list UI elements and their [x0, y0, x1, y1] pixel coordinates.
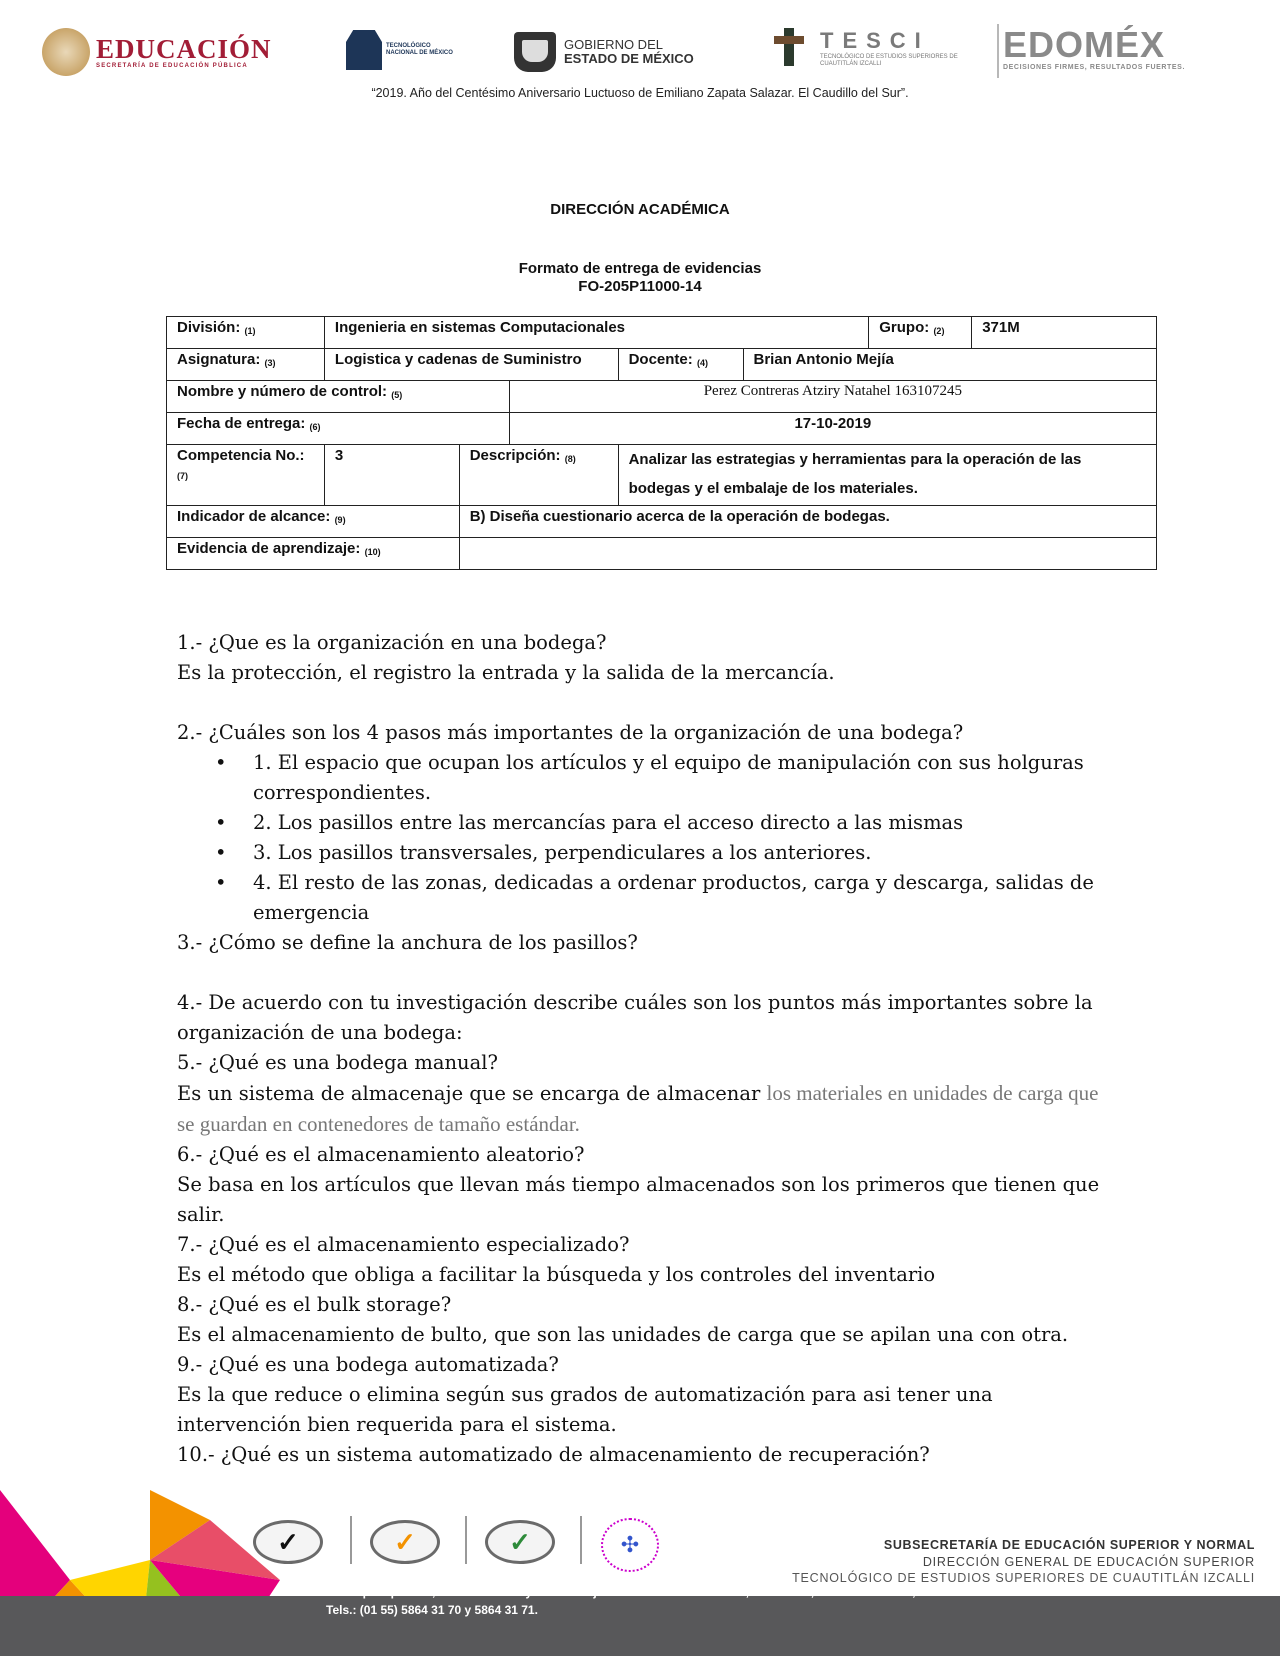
question-7: 7.- ¿Qué es el almacenamiento especializado?: [177, 1233, 630, 1256]
answer-8: Es el almacenamiento de bulto, que son las unidades de carga que se apilan una con otra.: [177, 1323, 1069, 1346]
nombre-value: Perez Contreras Atziry Natahel 163107245: [509, 381, 1156, 413]
competencia-label-cell: Competencia No.: $_{(7)}$: [167, 445, 325, 506]
division-value: Ingenieria en sistemas Computacionales: [324, 317, 868, 349]
answer-5: Es un sistema de almacenaje que se encarga de almacenar los materiales en unidades de carga que se guardan en contenedores de tamaño estándar.: [177, 1081, 1099, 1136]
answer-1: Es la protección, el registro la entrada y la salida de la mercancía.: [177, 661, 835, 684]
division-label-cell: División: $_{(1)}$: [167, 317, 325, 349]
format-name: Formato de entrega de evidencias: [518, 260, 762, 277]
table-row: [167, 413, 1157, 445]
grupo-label-cell: Grupo: $_{(2)}$: [869, 317, 972, 349]
page-header: [0, 0, 1280, 110]
question-9: 9.- ¿Qué es una bodega automatizada?: [177, 1353, 559, 1376]
certification-icon: ✓: [370, 1520, 440, 1564]
answer-7: Es el método que obliga a facilitar la búsqueda y los controles del inventario: [177, 1263, 936, 1286]
footer-subsecretaria: SUBSECRETARÍA DE EDUCACIÓN SUPERIOR Y NORMAL: [883, 1538, 1255, 1552]
network-logo-icon: ✣: [601, 1518, 659, 1572]
direction-title: DIRECCIÓN ACADÉMICA: [550, 201, 730, 218]
mexico-seal-icon: [42, 28, 90, 76]
certification-icon: ✓: [485, 1520, 555, 1564]
table-row: [167, 317, 1157, 349]
answer-6: Se basa en los artículos que llevan más tiempo almacenados son los primeros que tienen que salir.: [177, 1173, 1100, 1226]
questionnaire: [177, 628, 1117, 1470]
gob-line-1: GOBIERNO DEL: [564, 37, 663, 52]
certification-icon: ✓: [253, 1520, 323, 1564]
footer-direccion: DIRECCIÓN GENERAL DE EDUCACIÓN SUPERIOR: [922, 1555, 1255, 1569]
asignatura-value: Logistica y cadenas de Suministro: [324, 349, 618, 381]
table-row: [167, 349, 1157, 381]
question-4: 4.- De acuerdo con tu investigación describe cuáles son los puntos más importantes sobre la organización de una bodega:: [177, 991, 1093, 1044]
format-title: [0, 260, 1280, 296]
edomex-part-a: EDO: [1003, 24, 1085, 65]
descripcion-value: Analizar las estrategias y herramientas para la operación de las bodegas y el embalaje de los materiales.: [618, 445, 1156, 506]
question-3: 3.- ¿Cómo se define la anchura de los pasillos?: [177, 931, 638, 954]
edomex-tagline: DECISIONES FIRMES, RESULTADOS FUERTES.: [1003, 64, 1185, 71]
evidence-form-table: [166, 316, 1157, 570]
evidencia-value: [459, 538, 1156, 570]
address-line: Av. Nopaltepec s/n, Fracción La Coyotera del Ejido San Antonio Cuamatla, C.P. 54748, Cuautitlán Izcalli, Estado de México.: [326, 1585, 1024, 1599]
edomex-logo: [1003, 26, 1185, 71]
sep-education-logo: [42, 28, 272, 76]
question-8: 8.- ¿Qué es el bulk storage?: [177, 1293, 452, 1316]
tesci-title: TESCI: [820, 28, 930, 53]
edu-logo-title: EDUCACIÓN: [96, 34, 272, 64]
table-row: [167, 445, 1157, 506]
list-item: • 1. El espacio que ocupan los artículos y el equipo de manipulación con sus holguras correspondientes.: [253, 748, 1117, 808]
list-item: • 3. Los pasillos transversales, perpendiculares a los anteriores.: [253, 838, 1117, 868]
steps-list: [177, 748, 1117, 928]
footer-divider: [465, 1516, 467, 1564]
tecnm-logo: [346, 30, 456, 70]
answer-9: Es la que reduce o elimina según sus grados de automatización para asi tener una intervención bien requerida para el sistema.: [177, 1383, 993, 1436]
evidencia-label-cell: Evidencia de aprendizaje: $_{(10)}$: [167, 538, 460, 570]
logo-divider: [997, 24, 999, 78]
table-row: [167, 538, 1157, 570]
footer-divider: [350, 1516, 352, 1564]
question-2: 2.- ¿Cuáles son los 4 pasos más importantes de la organización de una bodega?: [177, 721, 964, 744]
footer-address: [326, 1583, 1024, 1619]
docente-value: Brian Antonio Mejía: [743, 349, 1156, 381]
year-motto: “2019. Año del Centésimo Aniversario Luctuoso de Emiliano Zapata Salazar. El Caudillo del Sur”.: [371, 86, 909, 100]
table-row: [167, 506, 1157, 538]
fecha-label-cell: Fecha de entrega: $_{(6)}$: [167, 413, 510, 445]
shield-icon: [514, 32, 556, 72]
phone-line: Tels.: (01 55) 5864 31 70 y 5864 31 71.: [326, 1603, 538, 1617]
footer-divider: [580, 1516, 582, 1564]
answer-5-quote: los materiales en unidades de carga que se guardan en contenedores de tamaño estándar.: [177, 1081, 1099, 1136]
tesci-subtitle: TECNOLÓGICO DE ESTUDIOS SUPERIORES DE CUAUTITLÁN IZCALLI: [820, 54, 958, 67]
table-row: [167, 381, 1157, 413]
question-10: 10.- ¿Qué es un sistema automatizado de almacenamiento de recuperación?: [177, 1443, 930, 1466]
footer-tecnologico: TECNOLÓGICO DE ESTUDIOS SUPERIORES DE CUAUTITLÁN IZCALLI: [792, 1571, 1255, 1585]
indicador-value: B) Diseña cuestionario acerca de la operación de bodegas.: [459, 506, 1156, 538]
question-6: 6.- ¿Qué es el almacenamiento aleatorio?: [177, 1143, 585, 1166]
tesci-emblem-icon: [772, 26, 806, 70]
question-1: 1.- ¿Que es la organización en una bodega?: [177, 631, 607, 654]
gob-line-2: ESTADO DE MÉXICO: [564, 51, 694, 66]
list-item: • 4. El resto de las zonas, dedicadas a ordenar productos, carga y descarga, salidas de emergencia: [253, 868, 1117, 928]
competencia-value: 3: [324, 445, 459, 506]
grupo-value: 371M: [972, 317, 1157, 349]
tecnm-logo-text: TECNOLÓGICO NACIONAL DE MÉXICO: [386, 43, 453, 56]
asignatura-label-cell: Asignatura: $_{(3)}$: [167, 349, 325, 381]
docente-label-cell: Docente: $_{(4)}$: [618, 349, 743, 381]
list-item: • 2. Los pasillos entre las mercancías para el acceso directo a las mismas: [253, 808, 1117, 838]
gobierno-edomex-logo: [514, 32, 694, 72]
tecnm-emblem-icon: [346, 30, 382, 70]
edomex-part-b: MÉX: [1084, 24, 1166, 65]
fecha-value: 17-10-2019: [509, 413, 1156, 445]
question-5: 5.- ¿Qué es una bodega manual?: [177, 1051, 498, 1074]
edu-logo-subtitle: SECRETARÍA DE EDUCACIÓN PÚBLICA: [96, 63, 248, 69]
descripcion-label-cell: Descripción: $_{(8)}$: [459, 445, 618, 506]
tesci-logo: [772, 26, 970, 70]
nombre-label-cell: Nombre y número de control: $_{(5)}$: [167, 381, 510, 413]
format-code: FO-205P11000-14: [578, 278, 702, 295]
indicador-label-cell: Indicador de alcance: $_{(9)}$: [167, 506, 460, 538]
